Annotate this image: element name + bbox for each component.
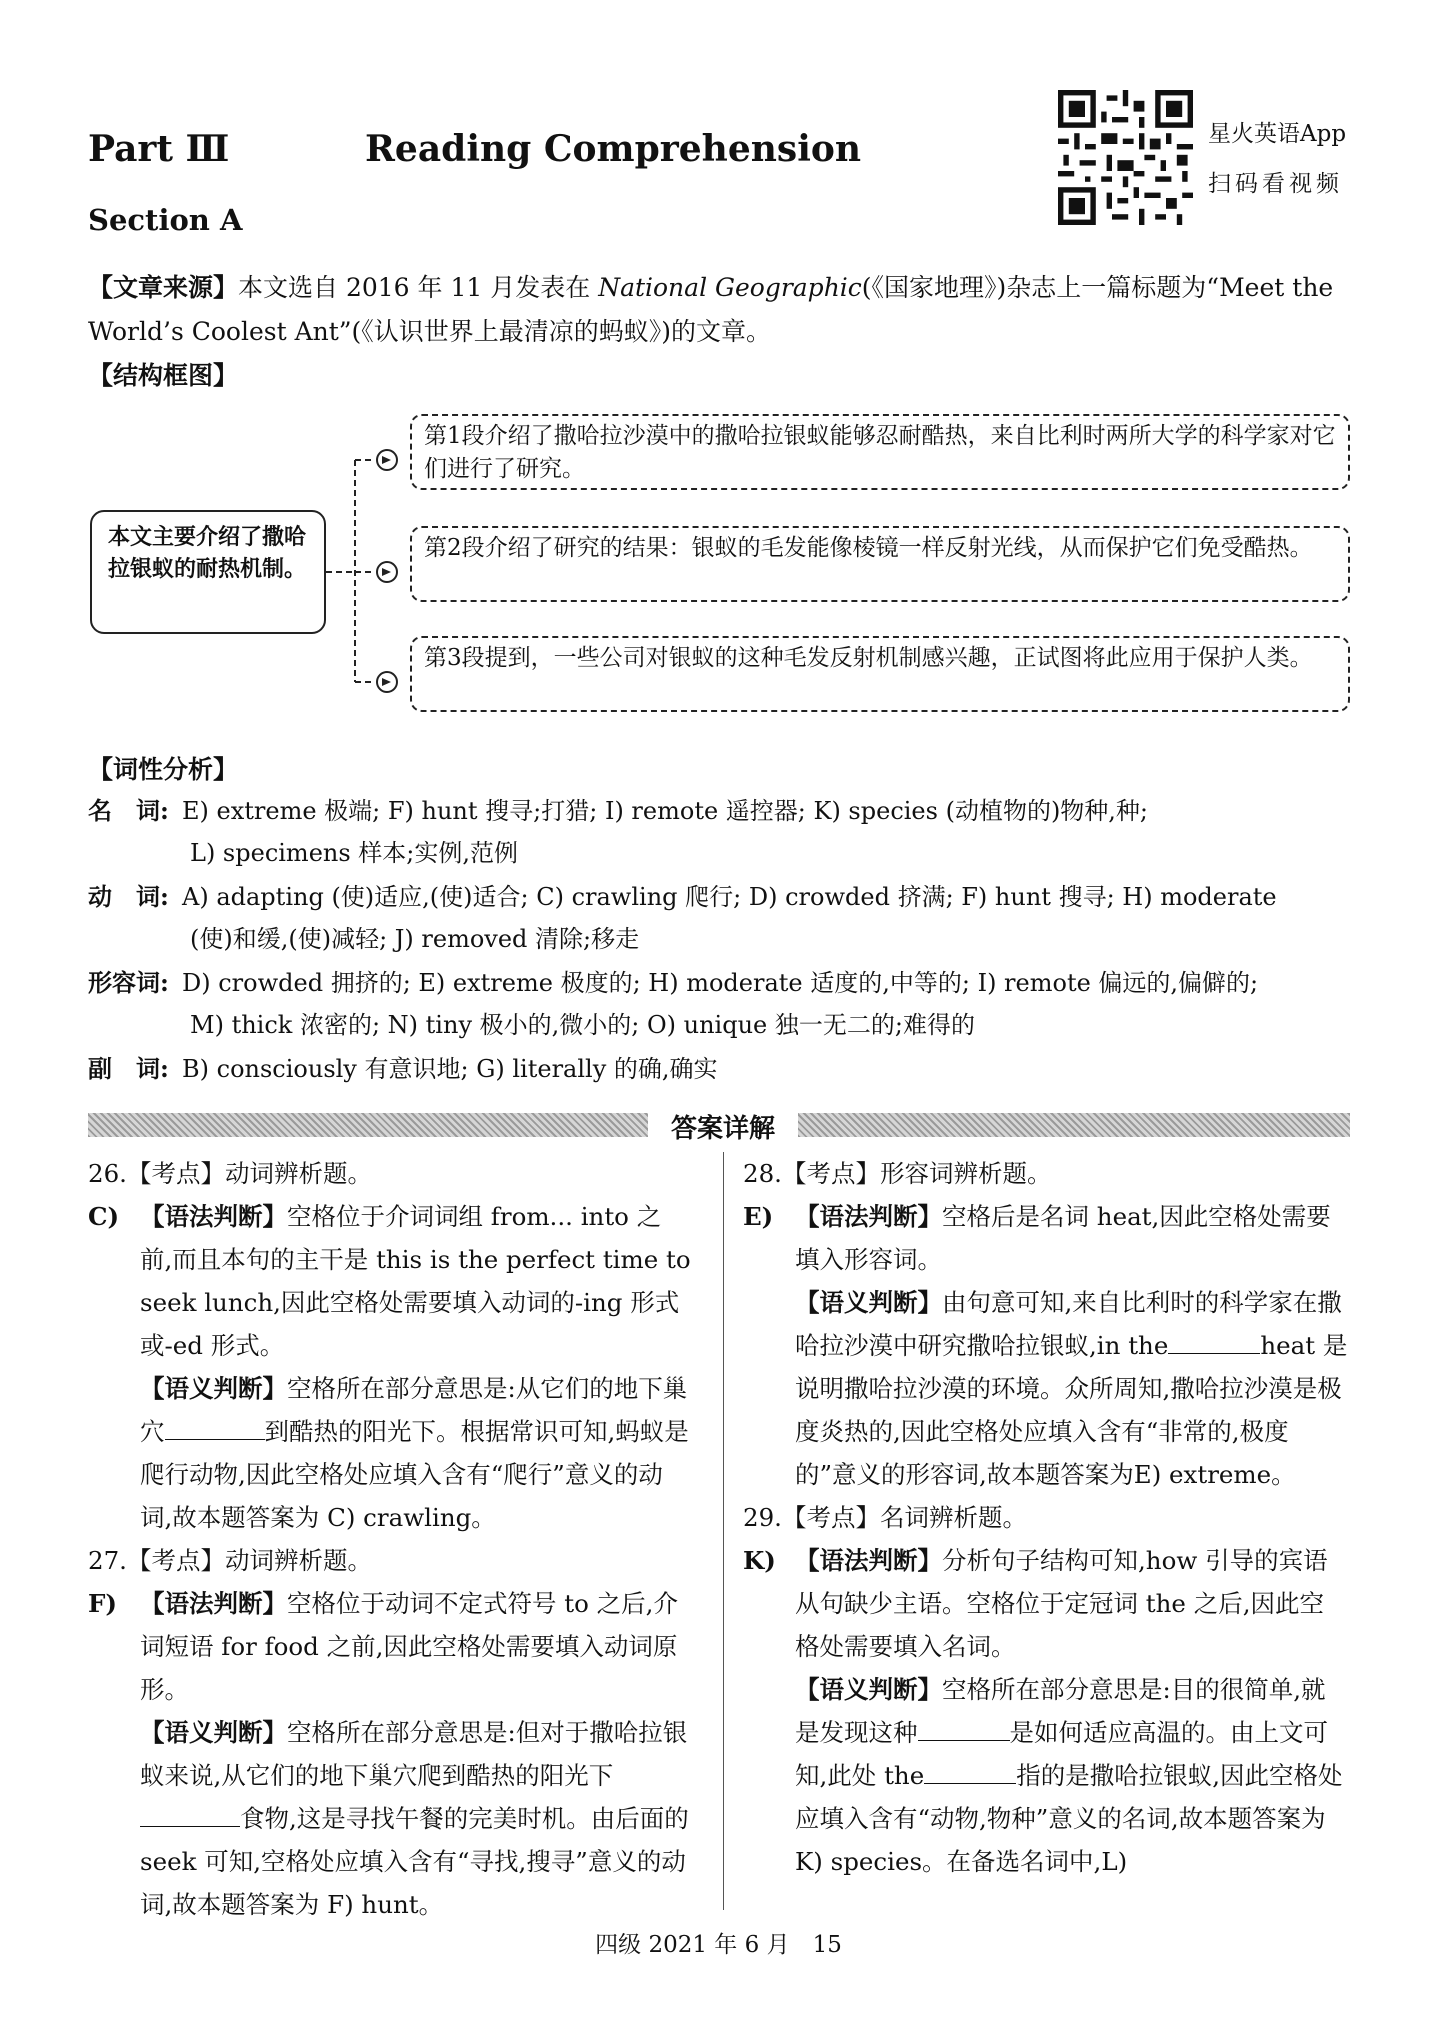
adj-line-2: M) thick 浓密的; N) tiny 极小的,微小的; O) unique 独一无二的;难得的 <box>190 1011 975 1039</box>
verb-line-1: A) adapting (使)适应,(使)适合; C) crawling 爬行; D) crowded 挤满; F) hunt 搜寻; H) moderate <box>182 883 1277 911</box>
q28-semantic-text-1: 由句意可知,来自比利时的科学家在撒哈拉沙漠中研究撒哈拉银蚁,in the <box>795 1288 1342 1360</box>
part-heading: Part Ⅲ <box>88 128 230 170</box>
diagram-paragraph-3: 第3段提到，一些公司对银蚁的这种毛发反射机制感兴趣，正试图将此应用于保护人类。 <box>410 636 1350 712</box>
q27-grammar-text: 空格位于动词不定式符号 to 之后,介词短语 for food 之前,因此空格处需要填入动词原形。 <box>140 1589 678 1704</box>
q26-answer: C) <box>88 1202 120 1231</box>
q27-semantic-text-2: 食物,这是寻找午餐的完美时机。由后面的 seek 可知,空格处应填入含有“寻找,搜寻”意义的动词,故本题答案为 F) hunt。 <box>140 1804 689 1919</box>
noun-line-2: L) specimens 样本;实例,范例 <box>190 839 519 867</box>
pos-tag: 【词性分析】 <box>88 755 239 784</box>
q27-grammar <box>88 1582 693 1711</box>
blank-line <box>918 1714 1010 1741</box>
q26-heading: 26.【考点】动词辨析题。 <box>88 1159 372 1188</box>
answers-right-column <box>743 1152 1348 1883</box>
pos-verb <box>88 876 1350 960</box>
source-text-1: 本文选自 2016 年 11 月发表在 <box>238 273 599 302</box>
q29-heading: 29.【考点】名词辨析题。 <box>743 1503 1027 1532</box>
app-name: 星火英语App <box>1208 121 1347 147</box>
answers-banner <box>88 1108 1350 1142</box>
diagram-paragraph-1: 第1段介绍了撒哈拉沙漠中的撒哈拉银蚁能够忍耐酷热，来自比利时两所大学的科学家对它们进行了研究。 <box>410 414 1350 490</box>
diagram-paragraph-2: 第2段介绍了研究的结果：银蚁的毛发能像棱镜一样反射光线，从而保护它们免受酷热。 <box>410 526 1350 602</box>
blank-line <box>1168 1327 1260 1354</box>
q29-answer: K) <box>743 1546 776 1575</box>
adv-line-1: B) consciously 有意识地; G) literally 的确,确实 <box>182 1055 718 1083</box>
q28-semantic <box>743 1281 1348 1496</box>
q26-grammar-tag: 【语法判断】 <box>140 1202 287 1231</box>
structure-diagram <box>85 410 1355 730</box>
q28-semantic-tag: 【语义判断】 <box>795 1288 942 1317</box>
q28-grammar-text: 空格后是名词 heat,因此空格处需要填入形容词。 <box>795 1202 1331 1274</box>
noun-label: 名 词: <box>88 796 169 825</box>
banner-bar-left <box>88 1113 648 1137</box>
q29-semantic <box>743 1668 1348 1883</box>
q28-grammar-tag: 【语法判断】 <box>795 1202 942 1231</box>
page-footer: 四级 2021 年 6 月 15 <box>595 1932 842 1958</box>
banner-bar-right <box>798 1113 1350 1137</box>
q27-semantic-text-1: 空格所在部分意思是:但对于撒哈拉银蚁来说,从它们的地下巢穴爬到酷热的阳光下 <box>140 1718 688 1790</box>
q29-semantic-text-2: 是如何适应高温的。由上文可知,此处 the <box>795 1718 1328 1790</box>
adv-label: 副 词: <box>88 1054 169 1083</box>
blank-line <box>165 1413 265 1440</box>
q29-grammar-tag: 【语法判断】 <box>795 1546 942 1575</box>
noun-line-1: E) extreme 极端; F) hunt 搜寻;打猎; I) remote 遥控器; K) species (动植物的)物种,种; <box>182 797 1149 825</box>
q26-semantic-tag: 【语义判断】 <box>140 1374 287 1403</box>
qr-code-icon[interactable] <box>1058 90 1193 225</box>
q27-semantic <box>88 1711 693 1926</box>
structure-tag: 【结构框图】 <box>88 361 239 390</box>
q26-semantic-text-2: 到酷热的阳光下。根据常识可知,蚂蚁是爬行动物,因此空格处应填入含有“爬行”意义的动词,故本题答案为 C) crawling。 <box>140 1417 689 1532</box>
q26-semantic-text-1: 空格所在部分意思是:从它们的地下巢穴 <box>140 1374 688 1446</box>
q29-semantic-text-1: 空格所在部分意思是:目的很简单,就是发现这种 <box>795 1675 1326 1747</box>
q26-grammar <box>88 1195 693 1367</box>
source-tag: 【文章来源】 <box>88 273 239 302</box>
pos-noun <box>88 790 1350 874</box>
blank-line <box>140 1800 240 1827</box>
q27-heading: 27.【考点】动词辨析题。 <box>88 1546 372 1575</box>
adj-line-1: D) crowded 拥挤的; E) extreme 极度的; H) moderate 适度的,中等的; I) remote 偏远的,偏僻的; <box>182 969 1259 997</box>
source-paragraph <box>88 266 1350 354</box>
answers-banner-title: 答案详解 <box>670 1114 775 1144</box>
q27-grammar-tag: 【语法判断】 <box>140 1589 287 1618</box>
blank-line <box>924 1757 1016 1784</box>
column-divider <box>723 1152 724 1910</box>
q28-heading: 28.【考点】形容词辨析题。 <box>743 1159 1052 1188</box>
q29-semantic-tag: 【语义判断】 <box>795 1675 942 1704</box>
adj-label: 形容词: <box>88 968 169 997</box>
q26-grammar-text: 空格位于介词词组 from... into 之前,而且本句的主干是 this is the perfect time to seek lunch,因此空格处需要填入动词的-ing 形式或-ed 形式。 <box>140 1202 691 1360</box>
scan-hint: 扫码看视频 <box>1208 171 1343 197</box>
source-magazine: National Geographic <box>598 273 862 302</box>
page-title: Reading Comprehension <box>365 128 862 170</box>
diagram-main-box: 本文主要介绍了撒哈拉银蚁的耐热机制。 <box>90 510 326 634</box>
q27-semantic-tag: 【语义判断】 <box>140 1718 287 1747</box>
q26-semantic <box>88 1367 693 1539</box>
q29-grammar-text: 分析句子结构可知,how 引导的宾语从句缺少主语。空格位于定冠词 the 之后,因此空格处需要填入名词。 <box>795 1546 1328 1661</box>
q29-semantic-text-3: 指的是撒哈拉银蚁,因此空格处应填入含有“动物,物种”意义的名词,故本题答案为 K) species。在备选名词中,L) <box>795 1761 1343 1876</box>
verb-line-2: (使)和缓,(使)减轻; J) removed 清除;移走 <box>190 925 640 953</box>
verb-label: 动 词: <box>88 882 169 911</box>
q28-semantic-text-2: heat 是说明撒哈拉沙漠的环境。众所周知,撒哈拉沙漠是极度炎热的,因此空格处应填入含有“非常的,极度的”意义的形容词,故本题答案为E) extreme。 <box>795 1331 1348 1489</box>
section-heading: Section A <box>88 203 243 237</box>
answers-left-column <box>88 1152 693 1926</box>
source-text-2: (《国家地理》)杂志上一篇标题为“Meet the World’s Coolest Ant”(《认识世界上最清凉的蚂蚁》)的文章。 <box>88 273 1334 346</box>
pos-adj <box>88 962 1350 1046</box>
q27-answer: F) <box>88 1589 117 1618</box>
q29-grammar <box>743 1539 1348 1668</box>
q28-grammar <box>743 1195 1348 1281</box>
q28-answer: E) <box>743 1202 774 1231</box>
pos-adv <box>88 1048 1350 1090</box>
